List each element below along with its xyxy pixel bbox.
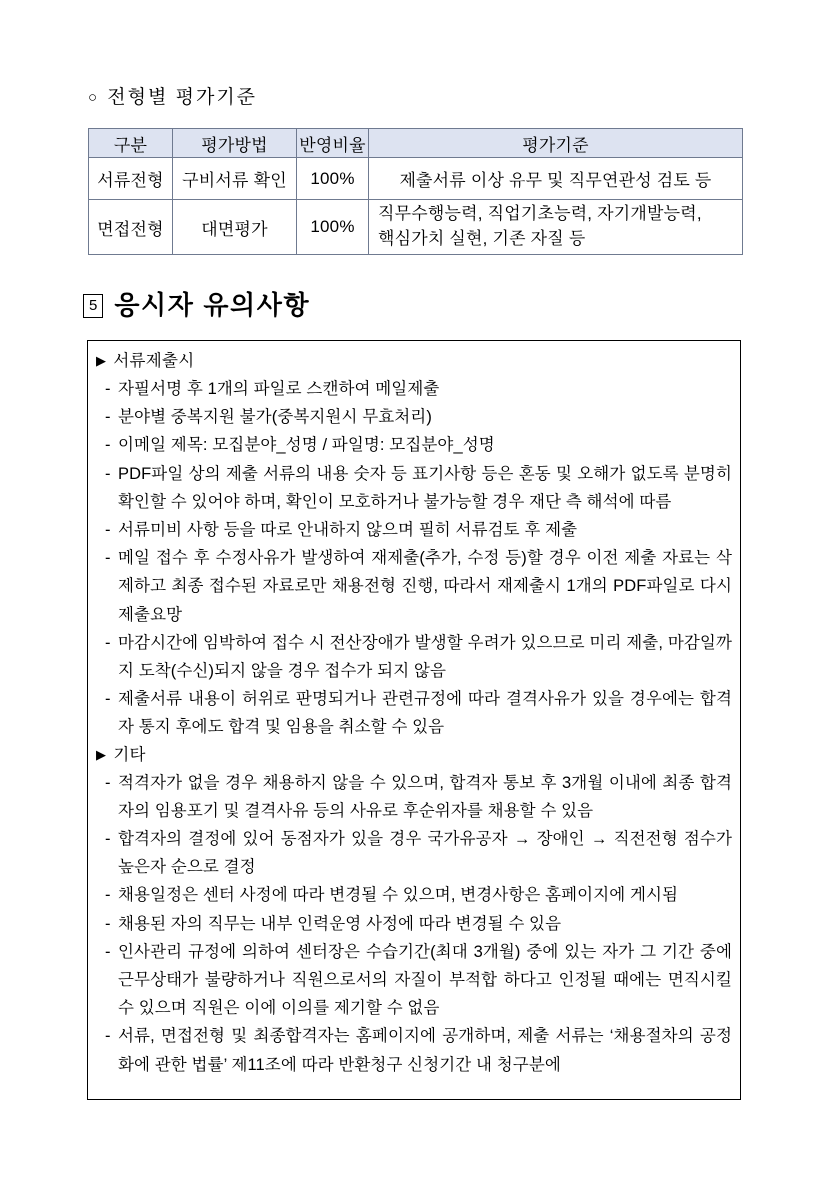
table-header-row — [89, 129, 743, 158]
cell-criteria — [369, 200, 743, 255]
cell-division: 서류전형 — [89, 158, 173, 200]
cell-method: 구비서류 확인 — [173, 158, 297, 200]
list-item: - PDF파일 상의 제출 서류의 내용 숫자 등 표기사항 등은 혼동 및 오해가 없도록 분명히 확인할 수 있어야 하며, 확인이 모호하거나 불가능할 경우 재단 측 해석에 따름 — [96, 460, 732, 516]
criteria-line-2: 핵심가치 실현, 기존 자질 등 — [378, 229, 586, 248]
header-ratio: 반영비율 — [297, 129, 369, 158]
list-item: - 채용된 자의 직무는 내부 인력운영 사정에 따라 변경될 수 있음 — [96, 910, 732, 938]
list-item: - 합격자의 결정에 있어 동점자가 있을 경우 국가유공자 → 장애인 → 직전전형 점수가 높은자 순으로 결정 — [96, 825, 732, 881]
table-row — [89, 200, 743, 255]
header-criteria: 평가기준 — [369, 129, 743, 158]
section-number-badge: 5 — [83, 294, 103, 318]
header-division: 구분 — [89, 129, 173, 158]
cell-ratio: 100% — [297, 158, 369, 200]
list-item: - 제출서류 내용이 허위로 판명되거나 관련규정에 따라 결격사유가 있을 경우에는 합격자 통지 후에도 합격 및 임용을 취소할 수 있음 — [96, 685, 732, 741]
list-item: - 서류, 면접전형 및 최종합격자는 홈페이지에 공개하며, 제출 서류는 ‘채용절차의 공정화에 관한 법률’ 제11조에 따라 반환청구 신청기간 내 청구분에 — [96, 1022, 732, 1078]
cell-method: 대면평가 — [173, 200, 297, 255]
cell-ratio: 100% — [297, 200, 369, 255]
criteria-section-heading — [88, 88, 257, 107]
notice-group-label: 기타 — [113, 745, 146, 764]
cell-criteria: 제출서류 이상 유무 및 직무연관성 검토 등 — [369, 158, 743, 200]
list-item: - 인사관리 규정에 의하여 센터장은 수습기간(최대 3개월) 중에 있는 자가 그 기간 중에 근무상태가 불량하거나 직원으로서의 자질이 부적합 하다고 인정될 때에는 면직시킬 수 있으며 직원은 이에 이의를 제기할 수 없음 — [96, 938, 732, 1023]
list-item: - 이메일 제목: 모집분야_성명 / 파일명: 모집분야_성명 — [96, 431, 732, 459]
page-title: 응시자 유의사항 — [114, 290, 311, 320]
list-item: - 자필서명 후 1개의 파일로 스캔하여 메일제출 — [96, 375, 732, 403]
list-item: - 마감시간에 임박하여 접수 시 전산장애가 발생할 우려가 있으므로 미리 제출, 마감일까지 도착(수신)되지 않을 경우 접수가 되지 않음 — [96, 629, 732, 685]
cell-division: 면접전형 — [89, 200, 173, 255]
list-item: - 메일 접수 후 수정사유가 발생하여 재제출(추가, 수정 등)할 경우 이전 제출 자료는 삭제하고 최종 접수된 자료로만 채용전형 진행, 따라서 재제출시 1개의 PDF파일로 다시 제출요망 — [96, 544, 732, 629]
triangle-bullet-icon: ▶ — [96, 746, 107, 762]
notice-group-label: 서류제출시 — [113, 352, 195, 370]
criteria-line-1: 직무수행능력, 직업기초능력, 자기개발능력, — [378, 204, 702, 224]
triangle-bullet-icon: ▶ — [96, 353, 107, 368]
notice-group-heading-other — [96, 742, 732, 769]
list-item: - 적격자가 없을 경우 채용하지 않을 수 있으며, 합격자 통보 후 3개월 이내에 최종 합격자의 임용포기 및 결격사유 등의 사유로 후순위자를 채용할 수 있음 — [96, 769, 732, 825]
notice-section-heading — [83, 292, 310, 318]
list-item: - 채용일정은 센터 사정에 따라 변경될 수 있으며, 변경사항은 홈페이지에 게시됨 — [96, 881, 732, 909]
list-item: - 분야별 중복지원 불가(중복지원시 무효처리) — [96, 403, 732, 431]
notice-content-box — [87, 340, 741, 1100]
notice-group-heading-document-submission — [96, 348, 732, 375]
header-method: 평가방법 — [173, 129, 297, 158]
criteria-heading-label: 전형별 평가기준 — [107, 87, 258, 108]
evaluation-criteria-table — [88, 128, 743, 255]
table-row — [89, 158, 743, 200]
circle-bullet-icon: ○ — [88, 89, 99, 106]
list-item: - 서류미비 사항 등을 따로 안내하지 않으며 필히 서류검토 후 제출 — [96, 516, 732, 544]
